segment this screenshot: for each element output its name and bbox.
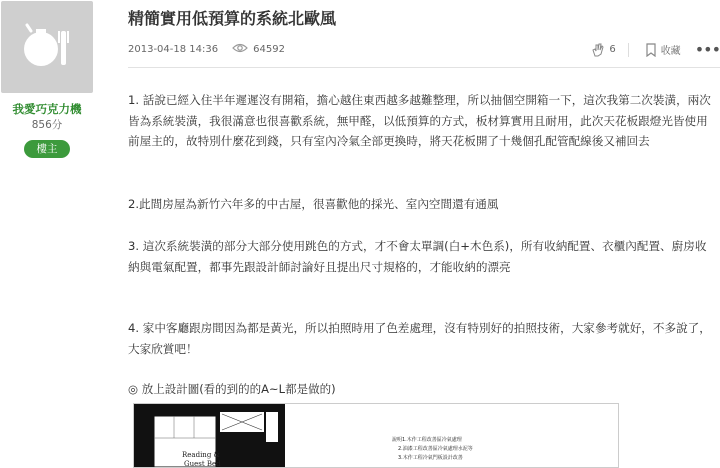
paragraph-4: 4. 家中客廳跟房間因為都是黃光，所以拍照時用了色差處理，沒有特別好的拍照技術，大家參考就好，不多說了，大家欣賞吧！ <box>128 321 711 356</box>
post-date: 2013-04-18 14:36 <box>128 44 219 55</box>
floorplan-drawing <box>134 404 618 467</box>
plan-note-1: 說明1.木作工程改善區冷氣處理 <box>392 437 462 443</box>
post-title: 精簡實用低預算的系統北歐風 <box>128 9 337 28</box>
bookmark-icon <box>645 43 657 57</box>
header-divider <box>128 67 720 68</box>
eye-icon <box>232 43 248 56</box>
post-main <box>116 0 720 466</box>
author-score: 856分 <box>31 119 63 131</box>
floorplan-image[interactable] <box>133 403 619 468</box>
plan-note-2: 2.油漆工程改善區冷氣處理水泥等 <box>398 446 473 452</box>
like-count: 6 <box>609 44 616 55</box>
op-badge: 樓主 <box>24 140 70 158</box>
like-button[interactable] <box>591 43 615 57</box>
collect-button[interactable] <box>645 42 681 57</box>
author-sidebar <box>0 0 110 466</box>
divider <box>628 43 629 57</box>
room-label: Reading & <box>182 451 220 459</box>
author-name[interactable]: 我愛巧克力機 <box>12 102 82 116</box>
clap-icon <box>591 43 605 57</box>
avatar[interactable] <box>1 1 93 93</box>
paragraph-2: 2.此間房屋為新竹六年多的中古屋，很喜歡他的採光、室內空間還有通風 <box>128 197 499 211</box>
post-actions <box>583 40 720 59</box>
post-meta <box>128 43 285 56</box>
view-count: 64592 <box>253 44 285 55</box>
paragraph-3: 3. 這次系統裝潢的部分大部分使用跳色的方式，才不會太單調(白+木色系)，所有收納配置、衣櫃內配置、廚房收納與電氣配置，都事先跟設計師討論好且提出尺寸規格的，才能收納的漂亮 <box>128 239 707 274</box>
avatar-placeholder-icon <box>1 1 93 93</box>
paragraph-5: ◎ 放上設計圖(看的到的的A~L都是做的) <box>128 382 336 396</box>
room-label-2: Guest Bed <box>184 460 221 467</box>
paragraph-1: 1. 話說已經入住半年遲遲沒有開箱，擔心越住東西越多越難整理，所以抽個空開箱一下，這次我第二次裝潢，兩次皆為系統裝潢，我很滿意也很喜歡系統，無甲醛，以低預算的方式，板材算實用且耐用，此次天花板跟燈光皆使用前屋主的，故特別什麼花到錢，只有室內冷氣全部更換時，將天花板開了十幾個孔配管配線後又補回去 <box>128 93 711 148</box>
collect-label: 收藏 <box>660 46 681 57</box>
plan-note-3: 3.木作工程冷氣門板設計改善 <box>398 455 463 461</box>
more-options-icon[interactable]: ••• <box>694 40 720 59</box>
